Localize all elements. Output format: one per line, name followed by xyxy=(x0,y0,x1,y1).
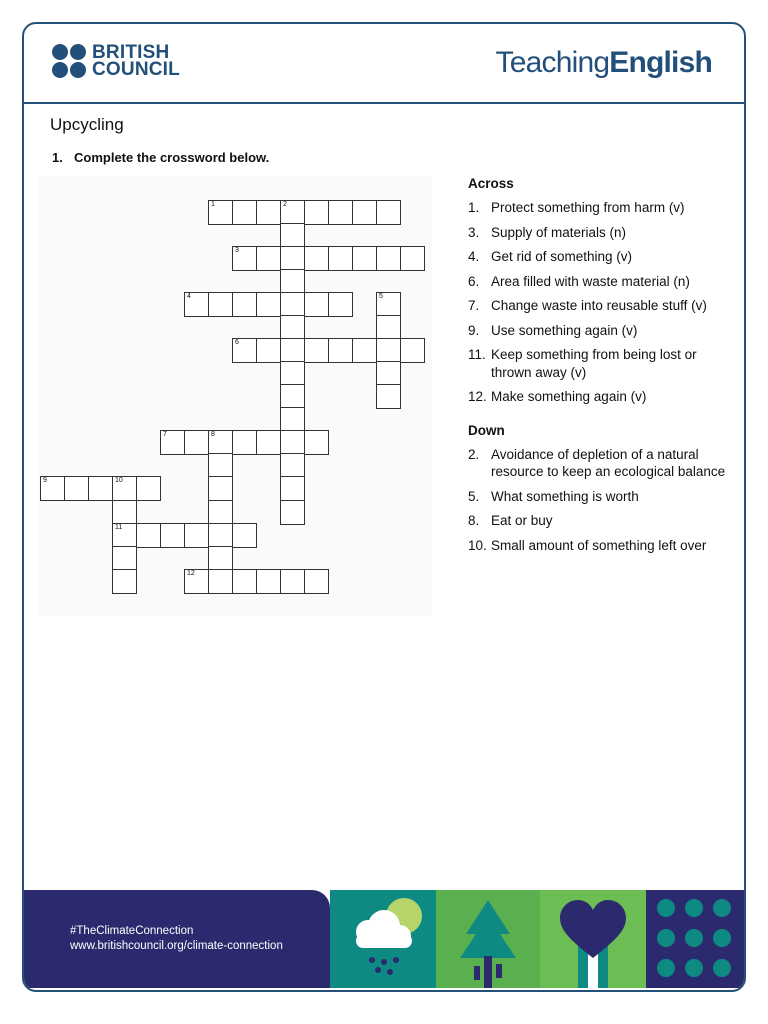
clue-text: Use something again (v) xyxy=(491,322,638,338)
clue-number: 8. xyxy=(468,513,480,528)
crossword-cell[interactable] xyxy=(376,292,401,317)
clue-number: 11. xyxy=(468,347,486,362)
crossword-cell[interactable] xyxy=(304,200,329,225)
brand-line-2: COUNCIL xyxy=(92,59,180,80)
clue-text: Get rid of something (v) xyxy=(491,249,633,264)
crossword-cell[interactable] xyxy=(280,223,305,248)
crossword-cell[interactable] xyxy=(256,430,281,455)
crossword-cell[interactable] xyxy=(208,476,233,501)
crossword-cell[interactable] xyxy=(208,500,233,525)
crossword-cell[interactable] xyxy=(280,200,305,225)
heart-icon xyxy=(540,890,646,988)
crossword-cell[interactable] xyxy=(88,476,113,501)
crossword-cell[interactable] xyxy=(328,338,353,363)
crossword-cell[interactable] xyxy=(160,523,185,548)
crossword-cell[interactable] xyxy=(160,430,185,455)
crossword-cell[interactable] xyxy=(400,246,425,271)
crossword-cell[interactable] xyxy=(328,200,353,225)
crossword-cell[interactable] xyxy=(280,246,305,271)
crossword-cell[interactable] xyxy=(352,200,377,225)
cell-number: 10 xyxy=(115,477,123,485)
clue-across-9 xyxy=(468,322,738,340)
clue-text: Keep something from being lost or thrown away (v) xyxy=(491,347,697,380)
worksheet-frame xyxy=(22,22,746,992)
crossword-cell[interactable] xyxy=(304,246,329,271)
clue-number: 1. xyxy=(468,200,480,215)
crossword-cell[interactable] xyxy=(376,246,401,271)
crossword-cell[interactable] xyxy=(304,338,329,363)
instruction xyxy=(52,150,269,165)
clue-text: Avoidance of depletion of a natural resource to keep an ecological balance xyxy=(491,446,726,479)
crossword-cell[interactable] xyxy=(256,569,281,594)
crossword-cell[interactable] xyxy=(232,523,257,548)
crossword-cell[interactable] xyxy=(376,315,401,340)
crossword-cell[interactable] xyxy=(256,246,281,271)
crossword-cell[interactable] xyxy=(112,476,137,501)
cell-number: 5 xyxy=(379,293,383,301)
cell-number: 6 xyxy=(235,339,239,347)
clue-number: 6. xyxy=(468,273,480,289)
crossword-cell[interactable] xyxy=(280,476,305,501)
clue-number: 2. xyxy=(468,446,480,462)
clues-panel xyxy=(468,176,738,561)
page-title: Upcycling xyxy=(50,115,124,134)
clue-text: Supply of materials (n) xyxy=(491,224,627,240)
crossword-cell[interactable] xyxy=(280,453,305,478)
clue-down-2 xyxy=(468,446,738,481)
dot-grid-icon xyxy=(646,890,746,988)
crossword-cell[interactable] xyxy=(112,569,137,594)
cell-number: 3 xyxy=(235,247,239,255)
cell-number: 7 xyxy=(163,431,167,439)
clue-text: What something is worth xyxy=(491,488,639,504)
crossword-cell[interactable] xyxy=(232,246,257,271)
crossword-cell[interactable] xyxy=(232,430,257,455)
clue-text: Area filled with waste material (n) xyxy=(491,273,690,289)
clue-across-4 xyxy=(468,248,738,266)
crossword-cell[interactable] xyxy=(136,476,161,501)
footer-url: www.britishcouncil.org/climate-connection xyxy=(70,940,283,952)
crossword-cell[interactable] xyxy=(112,523,137,548)
crossword-cell[interactable] xyxy=(256,338,281,363)
page-header xyxy=(24,24,744,104)
crossword-cell[interactable] xyxy=(280,500,305,525)
crossword-cell[interactable] xyxy=(304,430,329,455)
british-council-dots-icon xyxy=(52,44,86,78)
across-heading: Across xyxy=(468,176,514,191)
crossword-cell[interactable] xyxy=(184,430,209,455)
crossword-cell[interactable] xyxy=(376,361,401,386)
crossword-cell[interactable] xyxy=(280,361,305,386)
crossword-cell[interactable] xyxy=(376,338,401,363)
clue-text: Protect something from harm (v) xyxy=(491,200,685,215)
crossword-cell[interactable] xyxy=(280,269,305,294)
crossword-cell[interactable] xyxy=(208,523,233,548)
clue-number: 3. xyxy=(468,224,480,240)
crossword-cell[interactable] xyxy=(232,569,257,594)
clue-text: Eat or buy xyxy=(491,513,553,528)
crossword-cell[interactable] xyxy=(232,292,257,317)
clue-across-12 xyxy=(468,388,738,406)
crossword-cell[interactable] xyxy=(184,292,209,317)
crossword-cell[interactable] xyxy=(280,384,305,409)
crossword-cell[interactable] xyxy=(208,292,233,317)
crossword-cell[interactable] xyxy=(232,338,257,363)
clue-number: 4. xyxy=(468,249,480,264)
crossword-cell[interactable] xyxy=(328,246,353,271)
clue-across-1 xyxy=(468,199,738,217)
cell-number: 2 xyxy=(283,201,287,208)
te-logo-light: Teaching xyxy=(495,46,610,79)
cell-number: 1 xyxy=(211,201,215,208)
climate-footer xyxy=(24,890,744,992)
crossword-cell[interactable] xyxy=(112,546,137,571)
crossword-cell[interactable] xyxy=(256,292,281,317)
crossword-cell[interactable] xyxy=(280,292,305,317)
across-list xyxy=(468,199,738,406)
clue-down-8 xyxy=(468,512,738,530)
cell-number: 8 xyxy=(211,431,215,439)
clue-across-6 xyxy=(468,273,738,291)
crossword-cell[interactable] xyxy=(280,338,305,363)
crossword-grid xyxy=(38,176,432,616)
crossword-cell[interactable] xyxy=(280,315,305,340)
crossword-cell[interactable] xyxy=(112,500,137,525)
clue-across-7 xyxy=(468,297,738,315)
crossword-cell[interactable] xyxy=(328,292,353,317)
crossword-cell[interactable] xyxy=(208,200,233,225)
crossword-cell[interactable] xyxy=(352,338,377,363)
clue-number: 7. xyxy=(468,298,480,313)
crossword-cell[interactable] xyxy=(184,523,209,548)
footer-banner xyxy=(24,890,330,988)
clue-across-3 xyxy=(468,224,738,242)
crossword-cell[interactable] xyxy=(40,476,65,501)
crossword-cell[interactable] xyxy=(400,338,425,363)
cell-number: 9 xyxy=(43,477,47,485)
tree-icon xyxy=(436,890,540,988)
rain-cloud-icon xyxy=(330,890,436,988)
clue-text: Small amount of something left over xyxy=(491,537,707,553)
crossword-cell[interactable] xyxy=(136,523,161,548)
crossword-cell[interactable] xyxy=(280,430,305,455)
crossword-cell[interactable] xyxy=(208,430,233,455)
clue-down-5 xyxy=(468,488,738,506)
clue-text: Change waste into reusable stuff (v) xyxy=(491,298,707,313)
crossword-cell[interactable] xyxy=(280,407,305,432)
clue-text: Make something again (v) xyxy=(491,389,647,404)
crossword-cell[interactable] xyxy=(64,476,89,501)
cell-number: 12 xyxy=(187,569,195,577)
clue-number: 9. xyxy=(468,322,480,338)
clue-down-10 xyxy=(468,537,738,555)
crossword-cell[interactable] xyxy=(376,200,401,225)
crossword-cell[interactable] xyxy=(232,200,257,225)
crossword-cell[interactable] xyxy=(256,200,281,225)
crossword-cell[interactable] xyxy=(208,546,233,571)
cell-number: 4 xyxy=(187,293,191,301)
clue-number: 5. xyxy=(468,488,480,504)
crossword-cell[interactable] xyxy=(376,384,401,409)
crossword-cell[interactable] xyxy=(352,246,377,271)
crossword-cell[interactable] xyxy=(304,292,329,317)
crossword-cell[interactable] xyxy=(280,569,305,594)
teaching-english-logo xyxy=(496,46,712,80)
clue-number: 12. xyxy=(468,389,487,404)
clue-across-11 xyxy=(468,346,738,381)
te-logo-bold: English xyxy=(609,46,712,79)
instruction-number: 1. xyxy=(52,150,63,165)
british-council-logo xyxy=(52,44,180,78)
clue-number: 10. xyxy=(468,537,487,553)
instruction-text: Complete the crossword below. xyxy=(74,150,270,165)
crossword-cell[interactable] xyxy=(208,453,233,478)
down-list xyxy=(468,446,738,555)
footer-hashtag: #TheClimateConnection xyxy=(70,925,194,937)
crossword-cell[interactable] xyxy=(208,569,233,594)
down-heading: Down xyxy=(468,422,505,438)
crossword-cell[interactable] xyxy=(184,569,209,594)
brand-line-1: BRITISH xyxy=(92,42,170,63)
cell-number: 11 xyxy=(115,523,123,531)
crossword-cell[interactable] xyxy=(304,569,329,594)
